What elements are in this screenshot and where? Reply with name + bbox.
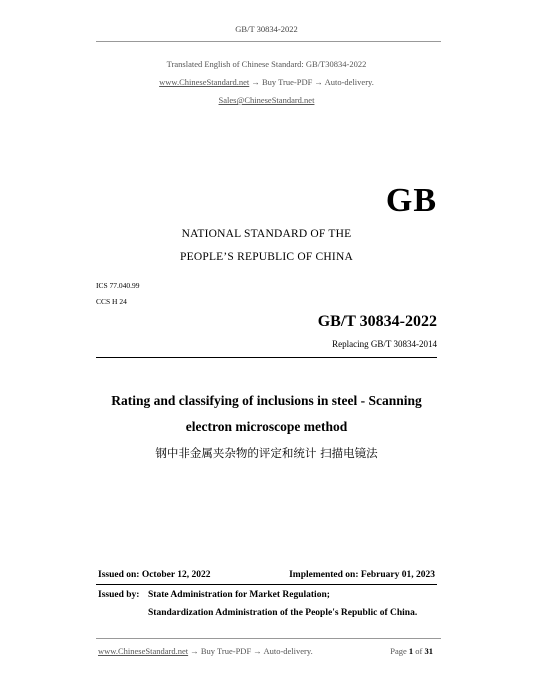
standard-code: GB/T 30834-2022 — [317, 313, 437, 330]
replacing-note: Replacing GB/T 30834-2014 — [332, 339, 437, 349]
page-number: 1 — [408, 646, 414, 656]
issuer-line2: Standardization Administration of the People's Republic of China. — [148, 608, 418, 618]
gb-mark: GB — [385, 182, 437, 219]
site-link[interactable]: www.ChineseStandard.net — [159, 77, 250, 87]
ics-code: ICS 77.040.99 — [96, 281, 140, 290]
implemented-date: Implemented on: February 01, 2023 — [289, 570, 435, 580]
running-header: GB/T 30834-2022 — [235, 24, 298, 34]
dates-divider — [96, 584, 437, 585]
email-line — [0, 95, 533, 105]
footer-divider — [96, 638, 441, 639]
buy-text: → Buy True-PDF → Auto-delivery. — [249, 77, 374, 87]
header-divider — [96, 41, 441, 42]
issued-date: Issued on: October 12, 2022 — [98, 570, 211, 580]
title-chinese: 钢中非金属夹杂物的评定和统计 扫描电镜法 — [155, 446, 378, 460]
title-line2: electron microscope method — [185, 419, 348, 434]
national-standard-line2: PEOPLE’S REPUBLIC OF CHINA — [180, 251, 353, 263]
code-divider — [96, 357, 437, 358]
total-pages: 31 — [424, 646, 433, 656]
email-link[interactable]: Sales@ChineseStandard.net — [218, 95, 315, 105]
footer-buy-text: → Buy True-PDF → Auto-delivery. — [188, 646, 313, 656]
footer-site-link[interactable]: www.ChineseStandard.net — [98, 646, 189, 656]
page-label: Page — [390, 646, 407, 656]
purchase-notice — [0, 77, 533, 87]
national-standard-line1: NATIONAL STANDARD OF THE — [181, 228, 352, 240]
page-indicator — [390, 646, 433, 656]
title-line1: Rating and classifying of inclusions in steel - Scanning — [111, 393, 422, 408]
translation-notice: Translated English of Chinese Standard: GB/T30834-2022 — [166, 59, 367, 69]
issuer-label: Issued by: — [98, 590, 140, 600]
footer-purchase — [98, 646, 313, 656]
ccs-code: CCS H 24 — [96, 297, 127, 306]
of-label: of — [415, 646, 423, 656]
issuer-line1: State Administration for Market Regulation; — [148, 590, 330, 600]
